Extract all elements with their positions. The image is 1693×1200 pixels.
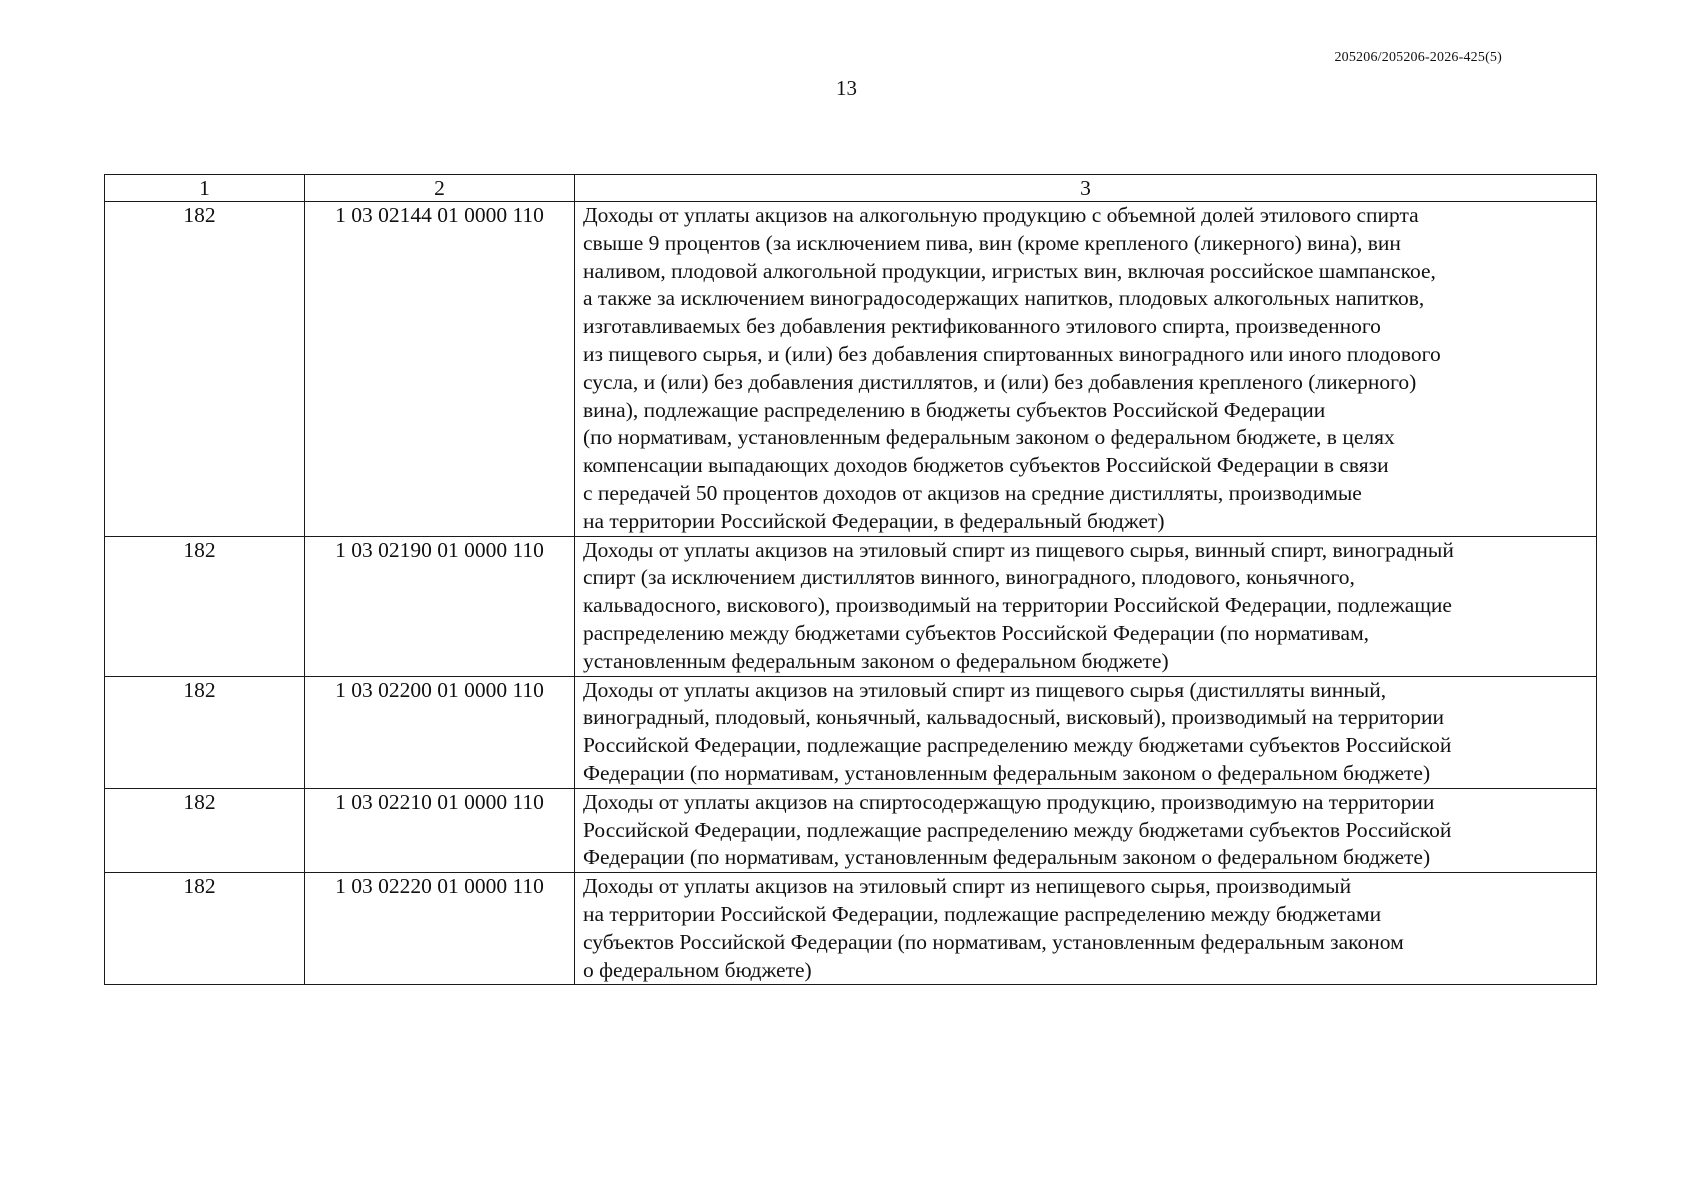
table-row — [105, 676, 1597, 788]
revenue-description-cell — [575, 202, 1597, 537]
column-header-3: 3 — [575, 175, 1597, 202]
description-line: Российской Федерации, подлежащие распределению между бюджетами субъектов Российской — [583, 733, 1452, 758]
description-line: кальвадосного, вискового), производимый на территории Российской Федерации, подлежащие — [583, 593, 1452, 618]
admin-code-cell: 182 — [105, 202, 305, 537]
column-header-1: 1 — [105, 175, 305, 202]
description-line: наливом, плодовой алкогольной продукции, игристых вин, включая российское шампанское, — [583, 258, 1436, 283]
admin-code-cell: 182 — [105, 536, 305, 676]
admin-code-cell: 182 — [105, 676, 305, 788]
admin-code-cell: 182 — [105, 788, 305, 872]
budget-classification-code-cell: 1 03 02144 01 0000 110 — [305, 202, 575, 537]
description-line: виноградный, плодовый, коньячный, кальвадосный, висковый), производимый на территории — [583, 705, 1444, 730]
description-line: Федерации (по нормативам, установленным федеральным законом о федеральном бюджете) — [583, 845, 1431, 870]
description-line: Российской Федерации, подлежащие распределению между бюджетами субъектов Российской — [583, 817, 1452, 842]
table-row — [105, 202, 1597, 537]
table-row — [105, 536, 1597, 676]
revenue-description-cell — [575, 536, 1597, 676]
budget-classification-code-cell: 1 03 02210 01 0000 110 — [305, 788, 575, 872]
table-body — [105, 202, 1597, 985]
description-line: вина), подлежащие распределению в бюджеты субъектов Российской Федерации — [583, 397, 1326, 422]
description-line: свыше 9 процентов (за исключением пива, вин (кроме крепленого (ликерного) вина), вин — [583, 230, 1401, 255]
description-line: распределению между бюджетами субъектов Российской Федерации (по нормативам, — [583, 620, 1370, 645]
revenue-description-cell — [575, 676, 1597, 788]
description-line: спирт (за исключением дистиллятов винного, виноградного, плодового, коньячного, — [583, 565, 1355, 590]
budget-classification-code-cell: 1 03 02190 01 0000 110 — [305, 536, 575, 676]
description-line: Доходы от уплаты акцизов на спиртосодержащую продукцию, производимую на территории — [583, 789, 1435, 814]
description-line: о федеральном бюджете) — [583, 957, 812, 982]
description-line: Доходы от уплаты акцизов на этиловый спирт из пищевого сырья, винный спирт, виноградный — [583, 537, 1454, 562]
description-line: а также за исключением виноградосодержащих напитков, плодовых алкогольных напитков, — [583, 286, 1425, 311]
description-line: (по нормативам, установленным федеральным законом о федеральном бюджете, в целях — [583, 425, 1395, 450]
description-line: Доходы от уплаты акцизов на этиловый спирт из пищевого сырья (дистилляты винный, — [583, 677, 1387, 702]
description-line: на территории Российской Федерации, подлежащие распределению между бюджетами — [583, 901, 1382, 926]
revenue-description-cell — [575, 873, 1597, 985]
table-row — [105, 873, 1597, 985]
column-header-2: 2 — [305, 175, 575, 202]
description-line: субъектов Российской Федерации (по нормативам, установленным федеральным законом — [583, 929, 1404, 954]
description-line: на территории Российской Федерации, в федеральный бюджет) — [583, 508, 1165, 533]
description-line: из пищевого сырья, и (или) без добавления спиртованных виноградного или иного плодового — [583, 341, 1441, 366]
description-line: Федерации (по нормативам, установленным федеральным законом о федеральном бюджете) — [583, 760, 1431, 785]
description-line: Доходы от уплаты акцизов на алкогольную продукцию с объемной долей этилового спирта — [583, 203, 1419, 227]
table-header — [105, 175, 1597, 202]
page-number: 13 — [836, 76, 857, 100]
description-line: изготавливаемых без добавления ректификованного этилового спирта, произведенного — [583, 314, 1381, 339]
table-row — [105, 788, 1597, 872]
header-row — [105, 175, 1597, 202]
description-line: сусла, и (или) без добавления дистиллятов, и (или) без добавления крепленого (ликерного) — [583, 369, 1417, 394]
budget-classification-code-cell: 1 03 02220 01 0000 110 — [305, 873, 575, 985]
document-reference: 205206/205206-2026-425(5) — [1334, 50, 1502, 65]
description-line: с передачей 50 процентов доходов от акцизов на средние дистилляты, производимые — [583, 480, 1362, 505]
admin-code-cell: 182 — [105, 873, 305, 985]
revenue-description-cell — [575, 788, 1597, 872]
budget-classification-code-cell: 1 03 02200 01 0000 110 — [305, 676, 575, 788]
description-line: компенсации выпадающих доходов бюджетов субъектов Российской Федерации в связи — [583, 453, 1389, 478]
revenue-codes-table — [104, 174, 1597, 985]
description-line: Доходы от уплаты акцизов на этиловый спирт из непищевого сырья, производимый — [583, 874, 1352, 899]
description-line: установленным федеральным законом о федеральном бюджете) — [583, 648, 1169, 673]
